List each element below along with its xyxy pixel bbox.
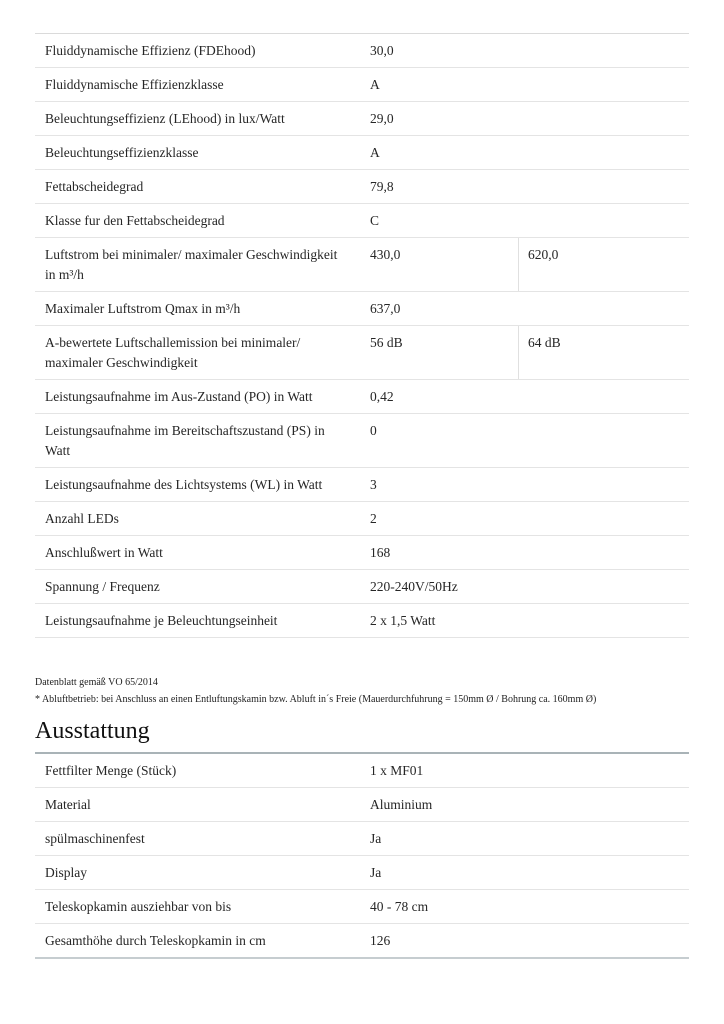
table-row: [35, 380, 689, 414]
row-label: Spannung / Frequenz: [45, 579, 160, 594]
row-label: Anzahl LEDs: [45, 511, 119, 526]
table-row: [35, 468, 689, 502]
row-value: 0,42: [370, 389, 394, 404]
table-row: [35, 856, 689, 890]
table-row: [35, 170, 689, 204]
row-label: Gesamthöhe durch Teleskopkamin in cm: [45, 933, 266, 948]
table-row: [35, 204, 689, 238]
row-value: Aluminium: [370, 797, 433, 812]
table-row: [35, 536, 689, 570]
features-table: [35, 752, 689, 959]
table-row: [35, 136, 689, 170]
row-value-max: 64 dB: [518, 326, 689, 379]
row-value-max: 620,0: [518, 238, 689, 291]
row-label: Leistungsaufnahme des Lichtsystems (WL) in Watt: [45, 477, 323, 492]
row-label: Fettabscheidegrad: [45, 179, 144, 194]
row-value: A: [370, 77, 380, 92]
row-label: Beleuchtungseffizienzklasse: [45, 145, 199, 160]
table-row: [35, 326, 689, 380]
table-row: [35, 292, 689, 326]
row-value: 30,0: [370, 43, 394, 58]
table-row: [35, 754, 689, 788]
table-row: [35, 238, 689, 292]
row-label: Beleuchtungseffizienz (LEhood) in lux/Watt: [45, 111, 285, 126]
spec-table: [35, 33, 689, 638]
row-value-min: 430,0: [370, 247, 401, 262]
row-value: 79,8: [370, 179, 394, 194]
row-value: A: [370, 145, 380, 160]
row-label: Display: [45, 865, 87, 880]
row-value: C: [370, 213, 380, 228]
row-label: Leistungsaufnahme im Bereitschaftszustand (PS) in Watt: [45, 423, 325, 458]
table-row: [35, 502, 689, 536]
row-value: 29,0: [370, 111, 394, 126]
row-label: Klasse fur den Fettabscheidegrad: [45, 213, 225, 228]
footnotes: [35, 674, 689, 708]
row-value: 2: [370, 511, 377, 526]
row-label: Fettfilter Menge (Stück): [45, 763, 177, 778]
row-label: Anschlußwert in Watt: [45, 545, 163, 560]
row-label: Fluiddynamische Effizienz (FDEhood): [45, 43, 256, 58]
row-label: Material: [45, 797, 91, 812]
row-value: 168: [370, 545, 391, 560]
table-row: [35, 34, 689, 68]
row-label: Maximaler Luftstrom Qmax in m³/h: [45, 301, 241, 316]
table-row: [35, 890, 689, 924]
table-row: [35, 924, 689, 957]
row-value: 0: [370, 423, 377, 438]
table-row: [35, 604, 689, 638]
row-value: Ja: [370, 831, 382, 846]
row-label: Teleskopkamin ausziehbar von bis: [45, 899, 232, 914]
row-label: Leistungsaufnahme im Aus-Zustand (PO) in Watt: [45, 389, 313, 404]
table-row: [35, 414, 689, 468]
table-row: [35, 788, 689, 822]
table-row: [35, 822, 689, 856]
row-label: Luftstrom bei minimaler/ maximaler Geschwindigkeit in m³/h: [45, 247, 338, 282]
row-value: Ja: [370, 865, 382, 880]
row-label: spülmaschinenfest: [45, 831, 145, 846]
page-content: [0, 33, 724, 959]
row-label: Leistungsaufnahme je Beleuchtungseinheit: [45, 613, 278, 628]
footnote-regulation: Datenblatt gemäß VO 65/2014: [35, 677, 158, 688]
table-row: [35, 102, 689, 136]
section-title-ausstattung: Ausstattung: [35, 718, 150, 744]
row-label: Fluiddynamische Effizienzklasse: [45, 77, 224, 92]
row-value: 40 - 78 cm: [370, 899, 429, 914]
table-row: [35, 570, 689, 604]
row-value: 1 x MF01: [370, 763, 424, 778]
footnote-exhaust-mode: * Abluftbetrieb: bei Anschluss an einen Entluftungskamin bzw. Abluft in´s Freie (Mauerdurchfuhrung = 150mm Ø / Bohrung ca. 160mm Ø): [35, 694, 597, 705]
row-label: A-bewertete Luftschallemission bei minimaler/ maximaler Geschwindigkeit: [45, 335, 301, 370]
row-value: 2 x 1,5 Watt: [370, 613, 436, 628]
row-value: 126: [370, 933, 391, 948]
row-value: 3: [370, 477, 377, 492]
row-value: 637,0: [370, 301, 401, 316]
table-row: [35, 68, 689, 102]
row-value: 220-240V/50Hz: [370, 579, 458, 594]
row-value-min: 56 dB: [370, 335, 403, 350]
